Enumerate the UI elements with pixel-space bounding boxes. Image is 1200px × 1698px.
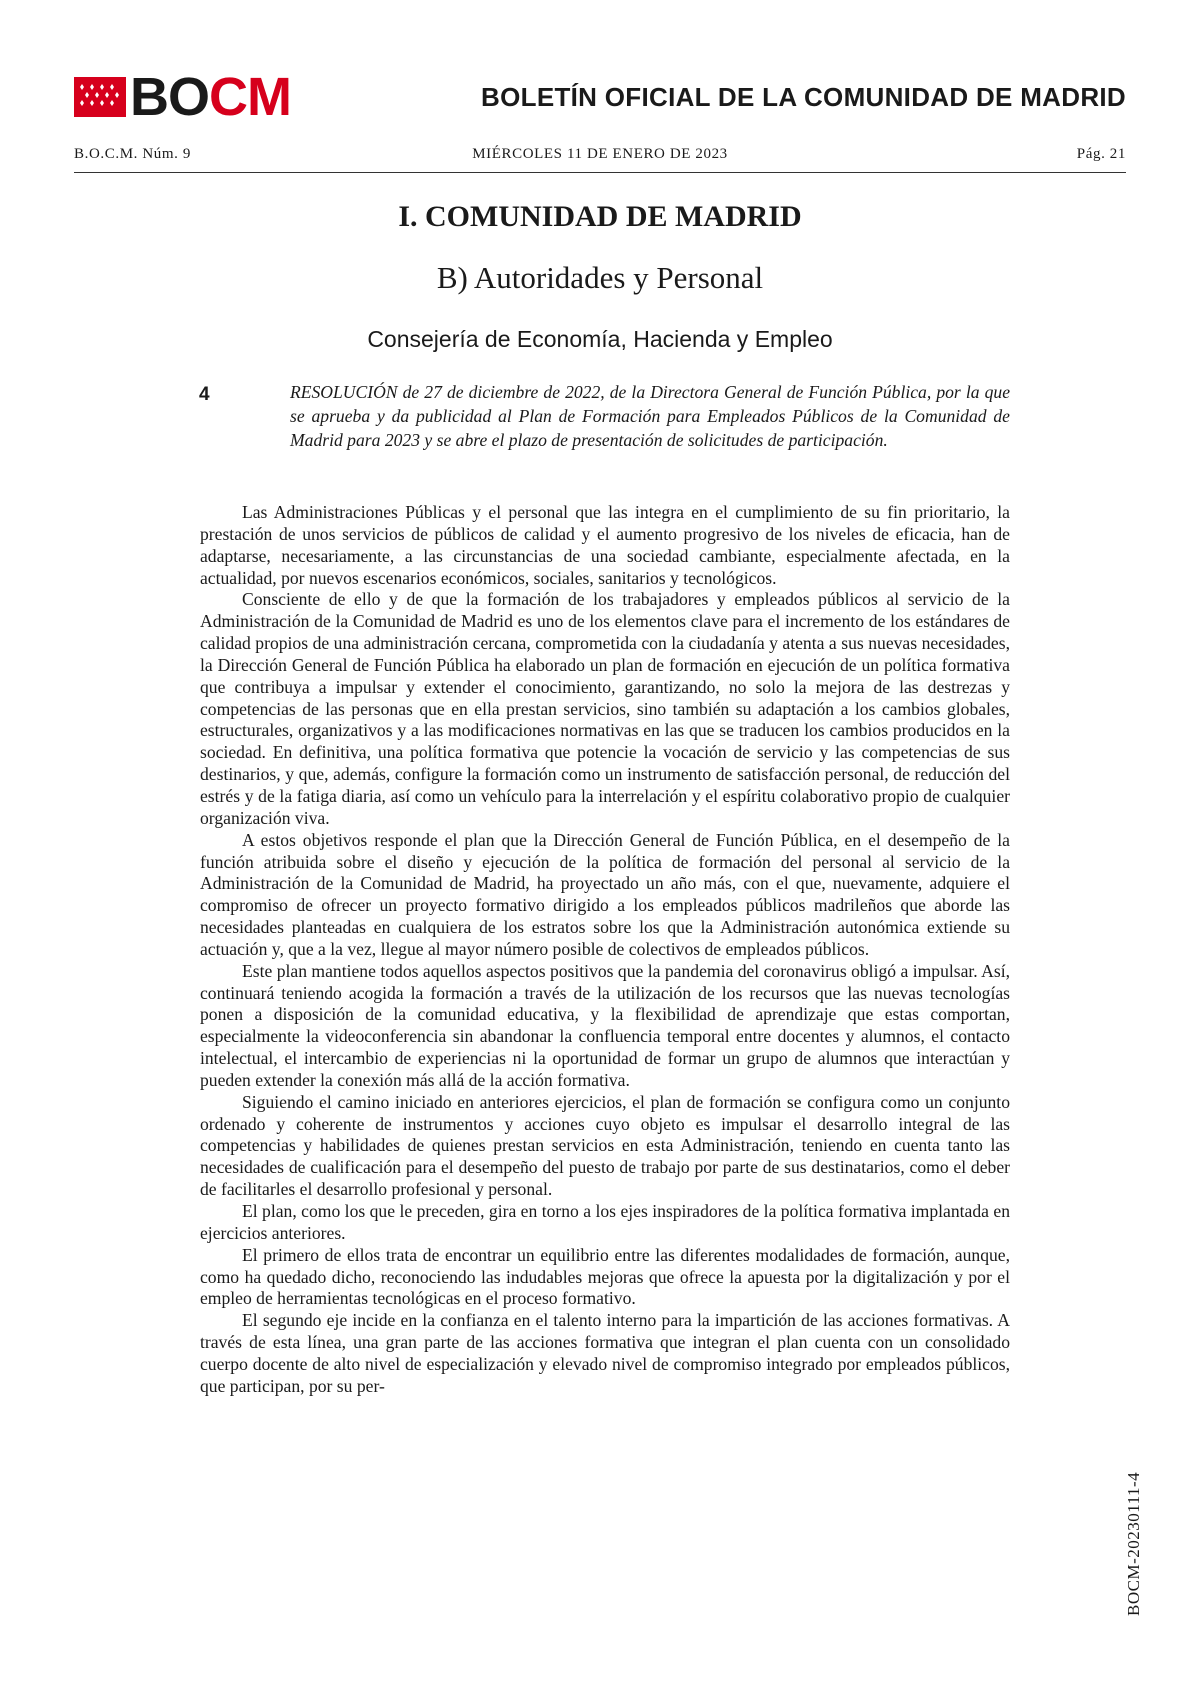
- body-paragraph: Este plan mantiene todos aquellos aspectos positivos que la pandemia del coronavirus obligó a impulsar. Así, continuará teniendo acogida la formación a través de la utilización de los recursos que las nuevas tecnologías ponen a disposición de la comunidad educativa, y la flexibilidad de aprendizaje que estas comportan, especialmente la videoconferencia sin abandonar la confluencia temporal entre docentes y alumnos, el contacto intelectual, el intercambio de experiencias ni la oportunidad de formar un grupo de alumnos que interactúan y pueden extender la conexión más allá de la acción formativa.: [200, 960, 1010, 1090]
- page-number: Pág. 21: [1076, 146, 1126, 162]
- section-title: I. COMUNIDAD DE MADRID: [398, 200, 802, 233]
- issue-date: MIÉRCOLES 11 DE ENERO DE 2023: [472, 146, 728, 162]
- issue-number: B.O.C.M. Núm. 9: [74, 146, 191, 162]
- subsection-title: B) Autoridades y Personal: [436, 260, 764, 295]
- body-paragraph: Siguiendo el camino iniciado en anteriores ejercicios, el plan de formación se configura como un conjunto ordenado y coherente de instrumentos y acciones cuyo objeto es impulsar el desarrollo integral de las competencias y habilidades de quienes prestan servicios en esta Administración, teniendo en cuenta tanto las necesidades de cualificación para el desempeño del puesto de trabajo por parte de sus destinatarios, como el deber de facilitarles el desarrollo profesional y personal.: [200, 1091, 1010, 1200]
- entry-number: 4: [199, 384, 210, 405]
- body-paragraph: El primero de ellos trata de encontrar un equilibrio entre las diferentes modalidades de formación, aunque, como ha quedado dicho, reconociendo las indudables mejoras que ofrece la apuesta por la digitalización y por el empleo de herramientas tecnológicas en el proceso formativo.: [200, 1244, 1010, 1309]
- body-paragraph: A estos objetivos responde el plan que la Dirección General de Función Pública, en el desempeño de la función atribuida sobre el diseño y ejecución de la política de formación del personal al servicio de la Administración de la Comunidad de Madrid, ha proyectado un año más, con el que, nuevamente, adquiere el compromiso de ofrecer un proyecto formativo dirigido a los empleados públicos madrileños que aborde las necesidades planteadas en cualquiera de los estratos sobre los que la Administración autonómica extiende su actuación y, que a la vez, llegue al mayor número posible de colectivos de empleados públicos.: [200, 829, 1010, 959]
- logo-text-cm: CM: [209, 67, 291, 127]
- logo-text-bo: BO: [130, 67, 209, 127]
- body-paragraph: El segundo eje incide en la confianza en el talento interno para la impartición de las acciones formativas. A través de esta línea, una gran parte de las acciones formativa que integran el plan cuenta con un consolidado cuerpo docente de alto nivel de especialización y elevado nivel de compromiso integrado por empleados públicos, que participan, por su per-: [200, 1310, 1010, 1396]
- body-paragraph: Consciente de ello y de que la formación de los trabajadores y empleados públicos al servicio de la Administración de la Comunidad de Madrid es uno de los elementos clave para el incremento de los estándares de calidad propios de una administración cercana, comprometida con la ciudadanía y atenta a sus nuevas necesidades, la Dirección General de Función Pública ha elaborado un plan de formación en ejecución de un política formativa que contribuya a impulsar y extender el conocimiento, garantizando, no solo la mejora de las destrezas y competencias de las personas que en ella prestan servicios, sino también su adaptación a los cambios globales, estructurales, organizativos y a las modificaciones normativas en las que se traducen los cambios producidos en la sociedad. En definitiva, una política formativa que potencie la vocación de servicio y las competencias de sus destinarios, y que, además, configure la formación como un instrumento de satisfacción personal, de reducción del estrés y de la fatiga diaria, así como un vehículo para la interrelación y el espíritu colaborativo propio de cualquier organización viva.: [200, 589, 1010, 828]
- logo-wordmark: [130, 67, 291, 127]
- body-paragraph: El plan, como los que le preceden, gira en torno a los ejes inspiradores de la política formativa implantada en ejercicios anteriores.: [200, 1201, 1010, 1243]
- header-divider: [74, 172, 1126, 173]
- madrid-emblem-icon: [74, 77, 126, 117]
- issue-meta-bar: [74, 146, 1126, 170]
- document-code: BOCM-20230111-4: [1124, 1471, 1143, 1616]
- department-name: Consejería de Economía, Hacienda y Empleo: [367, 326, 833, 352]
- document-body: [200, 502, 1010, 1398]
- publication-title: BOLETÍN OFICIAL DE LA COMUNIDAD DE MADRID: [481, 82, 1126, 112]
- body-paragraph: Las Administraciones Públicas y el personal que las integra en el cumplimiento de su fin prioritario, la prestación de unos servicios de públicos de calidad y el aumento progresivo de los niveles de eficacia, han de adaptarse, necesariamente, a las circunstancias de una sociedad cambiante, especialmente afectada, en la actualidad, por nuevos escenarios económicos, sociales, sanitarios y tecnológicos.: [200, 502, 1010, 588]
- bocm-logo: [74, 67, 291, 127]
- resolution-summary: RESOLUCIÓN de 27 de diciembre de 2022, de la Directora General de Función Pública, por la que se aprueba y da publicidad al Plan de Formación para Empleados Públicos de la Comunidad de Madrid para 2023 y se abre el plazo de presentación de solicitudes de participación.: [290, 382, 1010, 451]
